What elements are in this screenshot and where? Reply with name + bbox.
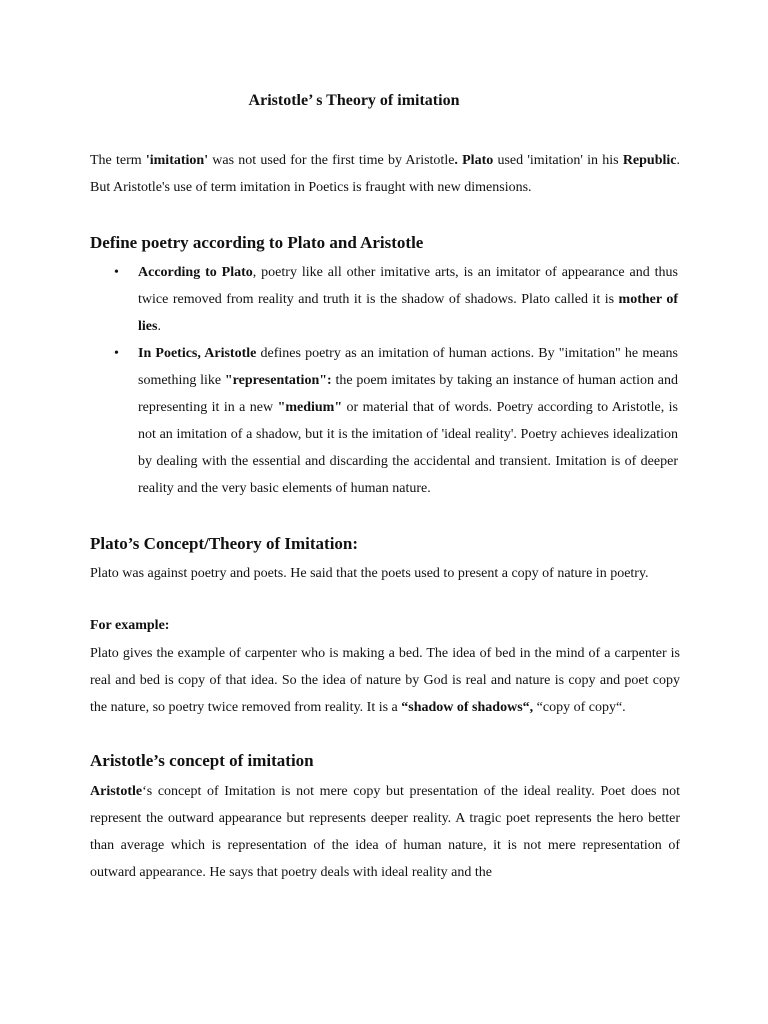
bullet-marker: • — [114, 346, 119, 361]
intro-text-2: was not used for the first time by Aristotle — [208, 153, 455, 168]
aristotle-bold-name: Aristotle — [90, 784, 143, 799]
bullet-bold-according-to-plato: According to Plato — [138, 265, 253, 280]
intro-text-1: The term — [90, 153, 146, 168]
intro-bold-plato: . Plato — [454, 153, 494, 168]
aristotle-paragraph — [90, 778, 680, 886]
bullet-bold-in-poetics: In Poetics, Aristotle — [138, 346, 257, 361]
bullet-bold-representation: "representation": — [224, 373, 332, 388]
bullet-bold-mother-of-lies: mother of lies — [138, 292, 678, 334]
plato-paragraph: Plato was against poetry and poets. He said that the poets used to present a copy of nature in poetry. — [90, 566, 649, 581]
bullet-marker: • — [114, 265, 119, 280]
example-bold-shadow-of-shadows: “shadow of shadows“, — [401, 700, 534, 715]
example-label: For example: — [90, 618, 170, 633]
section-heading-aristotle-concept: Aristotle’s concept of imitation — [90, 751, 314, 770]
section-heading-plato-concept: Plato’s Concept/Theory of Imitation: — [90, 534, 359, 553]
bullet-text: or material that of words. Poetry according to Aristotle, is not an imitation of a shadow, but it is the imitation of 'ideal reality'. Poetry achieves idealization by dealing with the essential and discarding the accidental and transient. Imitation is of deeper reality and the very basic elements of human nature. — [138, 400, 679, 496]
bullet-text: , poetry like all other imitative arts, is an imitator of appearance and thus twice removed from reality and truth it is the shadow of shadows. Plato called it is — [138, 265, 678, 307]
aristotle-text: ‘s concept of Imitation is not mere copy but presentation of the ideal reality. Poet does not represent the outward appearance but represents deeper reality. A tragic poet represents the hero better than average which is representation of the idea of human nature, it is not mere representation of outward appearance. He says that poetry deals with ideal reality and the — [90, 784, 680, 880]
intro-paragraph — [90, 147, 680, 201]
document-title: Aristotle’ s Theory of imitation — [248, 92, 460, 109]
bullet-text-end: . — [157, 319, 161, 334]
section-heading-define-poetry: Define poetry according to Plato and Aristotle — [90, 233, 424, 252]
example-text-end: “copy of copy“. — [533, 700, 626, 715]
bullet-bold-medium: "medium" — [277, 400, 343, 415]
bullet-text: defines poetry as an imitation of human actions. By "imitation" he means something like — [138, 346, 679, 388]
bullet-item-aristotle — [138, 340, 678, 502]
intro-bold-republic: Republic — [622, 153, 677, 168]
bullet-item-plato — [138, 259, 678, 340]
intro-text-4: . But Aristotle's use of term imitation in Poetics is fraught with new dimensions. — [90, 153, 680, 195]
intro-text-3: used 'imitation' in his — [493, 153, 623, 168]
intro-bold-imitation: 'imitation' — [145, 153, 209, 168]
example-paragraph — [90, 640, 680, 721]
bullet-text: the poem imitates by taking an instance of human action and representing it in a new — [138, 373, 678, 415]
example-text: Plato gives the example of carpenter who is making a bed. The idea of bed in the mind of a carpenter is real and bed is copy of that idea. So the idea of nature by God is real and nature is copy and poet copy the nature, so poetry twice removed from reality. It is a — [90, 646, 680, 715]
